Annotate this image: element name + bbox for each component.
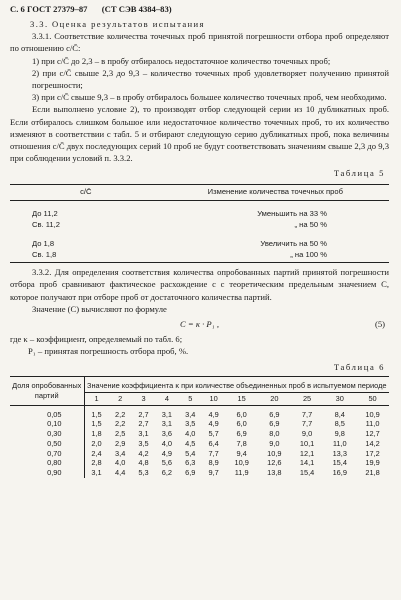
n-header-cell: 20 <box>258 392 291 405</box>
coefficient-cell: 13,3 <box>332 448 347 458</box>
page-number: С. 6 <box>10 4 25 14</box>
table-row <box>10 458 389 468</box>
coefficient-cell: 6,9 <box>236 429 247 439</box>
share-cell: 0,05 <box>10 405 84 419</box>
coefficient-cell: 10,9 <box>267 448 282 458</box>
coefficient-cell: 8,9 <box>208 458 219 468</box>
share-cell: 0,30 <box>10 429 84 439</box>
n-header-cell: 25 <box>291 392 324 405</box>
table-6-body <box>10 405 389 477</box>
coefficient-cell: 4,0 <box>115 458 126 468</box>
coefficient-cell: 2,7 <box>138 409 149 419</box>
share-cell: 0,70 <box>10 449 84 459</box>
coefficient-cell: 8,0 <box>269 429 280 439</box>
coefficient-cell: 17,2 <box>365 448 380 458</box>
coefficient-cell: 11,0 <box>365 419 380 429</box>
coefficient-cell: 6,0 <box>236 409 247 419</box>
coefficient-cell: 2,4 <box>91 448 102 458</box>
formula-text: C = κ · P₁ , <box>180 318 219 329</box>
coefficient-cell: 2,2 <box>115 419 126 429</box>
table-row <box>10 468 389 478</box>
table-row <box>10 239 389 250</box>
coefficient-cell: 4,0 <box>161 438 173 448</box>
table-row <box>10 419 389 429</box>
coefficient-cell: 11,0 <box>332 438 347 448</box>
ratio-cell: До 1,8 <box>32 239 55 249</box>
condition-item-3: 3) при c/C̄ свыше 9,3 – в пробу отбиралось большее количество точечных проб, чем необходимо. <box>32 92 387 103</box>
condition-item-1: 1) при c/C̄ до 2,3 – в пробу отбиралось недостаточное количество точечных проб; <box>32 55 331 66</box>
formula-number: (5) <box>374 318 385 329</box>
coefficient-cell: 7,8 <box>236 438 247 448</box>
n-header-cell: 10 <box>202 392 225 405</box>
share-cell: 0,90 <box>10 468 84 478</box>
table-5-col-ratio: c/C̄ <box>10 184 162 200</box>
section-title: 3.3. Оценка результатов испытания <box>30 19 205 29</box>
coefficient-cell: 6,2 <box>161 467 173 477</box>
ratio-cell: До 11,2 <box>32 209 58 219</box>
coefficient-cell: 5,6 <box>161 458 173 468</box>
coefficient-cell: 4,2 <box>138 448 149 458</box>
change-cell: „ на 100 % <box>162 250 389 263</box>
coefficient-cell: 6,9 <box>269 419 280 429</box>
coefficient-cell: 3,5 <box>185 419 196 429</box>
coefficient-cell: 10,9 <box>365 409 380 419</box>
table-6 <box>10 376 389 478</box>
coefficient-cell: 8,5 <box>334 419 345 429</box>
table-row <box>10 209 389 220</box>
coefficient-cell: 1,5 <box>91 419 102 429</box>
where-line-1: где κ – коэффициент, определяемый по табл. 6; <box>10 334 183 345</box>
coefficient-cell: 3,1 <box>138 429 149 439</box>
table-row <box>10 439 389 449</box>
coefficient-cell: 1,5 <box>91 409 102 419</box>
table-row <box>10 220 389 231</box>
coefficient-cell: 6,3 <box>185 458 196 468</box>
coefficient-cell: 4,4 <box>115 467 126 477</box>
coefficient-cell: 6,4 <box>208 438 219 448</box>
table-row <box>10 429 389 439</box>
coefficient-cell: 4,9 <box>208 409 219 419</box>
n-header-cell: 5 <box>179 392 202 405</box>
standard-reference: (СТ СЭВ 4384–83) <box>101 4 172 14</box>
coefficient-cell: 10,9 <box>234 458 249 468</box>
table-row <box>10 405 389 419</box>
standard-number: ГОСТ 27379–87 <box>26 4 88 14</box>
coefficient-cell: 12,6 <box>267 458 282 468</box>
coefficient-cell: 5,3 <box>138 467 149 477</box>
coefficient-cell: 6,9 <box>269 409 280 419</box>
coefficient-cell: 14,1 <box>299 458 315 468</box>
coefficient-cell: 16,9 <box>332 467 347 477</box>
coefficient-cell: 3,4 <box>115 448 126 458</box>
n-header-cell: 4 <box>155 392 178 405</box>
coefficient-cell: 12,1 <box>299 448 315 458</box>
coefficient-cell: 12,7 <box>365 429 380 439</box>
n-header-cell: 2 <box>109 392 132 405</box>
coefficient-cell: 7,7 <box>208 448 219 458</box>
formula <box>10 318 389 330</box>
coefficient-cell: 9,0 <box>301 429 313 439</box>
coefficient-cell: 3,1 <box>161 409 173 419</box>
coefficient-cell: 4,9 <box>208 419 219 429</box>
coefficient-cell: 7,7 <box>301 419 313 429</box>
n-header-cell: 15 <box>225 392 258 405</box>
coefficient-cell: 7,7 <box>301 409 313 419</box>
paragraph-3-3-2: 3.3.2. Для определения соответствия количества опробованных партий принятой погрешности отбора проб сравнивают фактическое расхождение с с теоретическим предельным значением C, которое получают при отборе проб от достаточного количества партий. <box>10 267 389 302</box>
coefficient-cell: 4,5 <box>185 438 196 448</box>
table-row <box>10 250 389 263</box>
coefficient-cell: 2,2 <box>115 409 126 419</box>
n-header-cell: 30 <box>323 392 356 405</box>
coefficient-cell: 4,8 <box>138 458 149 468</box>
table-6-caption: Таблица 6 <box>333 361 385 372</box>
coefficient-cell: 3,1 <box>91 467 102 477</box>
coefficient-cell: 9,8 <box>334 429 345 439</box>
paragraph-3-3-1: 3.3.1. Соответствие количества точечных проб принятой погрешности отбора проб определяют по отношению c/C̄: <box>10 31 389 54</box>
coefficient-cell: 9,7 <box>208 467 219 477</box>
condition-item-2: 2) при c/C̄ свыше 2,3 до 9,3 – количество точечных проб удовлетворяет получению принятой погрешности; <box>32 67 389 91</box>
table-6-col-share: Доля опробованных партий <box>10 376 84 405</box>
coefficient-cell: 8,4 <box>334 409 345 419</box>
table-6-group-header: Значение коэффициента κ при количестве объединенных проб в испытуемом периоде <box>84 376 389 392</box>
coefficient-cell: 15,4 <box>332 458 347 468</box>
change-cell: „ на 50 % <box>294 219 327 229</box>
formula-intro: Значение (C) вычисляют по формуле <box>32 303 167 314</box>
share-cell: 0,10 <box>10 419 84 429</box>
coefficient-cell: 5,4 <box>185 448 196 458</box>
where-line-2: P₁ – принятая погрешность отбора проб, %. <box>28 346 189 357</box>
coefficient-cell: 10,1 <box>299 438 315 448</box>
coefficient-cell: 2,5 <box>115 429 126 439</box>
coefficient-cell: 3,6 <box>161 429 173 439</box>
coefficient-cell: 2,0 <box>91 438 102 448</box>
coefficient-cell: 6,9 <box>185 467 196 477</box>
coefficient-cell: 3,1 <box>161 419 173 429</box>
coefficient-cell: 14,2 <box>365 438 380 448</box>
ratio-cell: Св. 1,8 <box>10 250 162 263</box>
table-5-col-change: Изменение количества точечных проб <box>162 184 389 200</box>
coefficient-cell: 15,4 <box>299 467 315 477</box>
coefficient-cell: 21,8 <box>365 467 380 477</box>
coefficient-cell: 4,0 <box>185 429 196 439</box>
coefficient-cell: 2,7 <box>138 419 149 429</box>
table-5 <box>10 184 389 264</box>
coefficient-cell: 11,9 <box>234 467 249 477</box>
coefficient-cell: 2,8 <box>91 458 102 468</box>
n-header-cell: 50 <box>356 392 389 405</box>
n-header-cell: 1 <box>84 392 109 405</box>
table-5-caption: Таблица 5 <box>333 168 385 179</box>
page-header <box>10 3 389 15</box>
coefficient-cell: 2,9 <box>115 438 126 448</box>
coefficient-cell: 9,0 <box>269 438 280 448</box>
coefficient-cell: 6,0 <box>236 419 247 429</box>
share-cell: 0,80 <box>10 458 84 468</box>
share-cell: 0,50 <box>10 439 84 449</box>
coefficient-cell: 5,7 <box>208 429 219 439</box>
n-header-cell: 3 <box>132 392 155 405</box>
ratio-cell: Св. 11,2 <box>32 219 60 229</box>
table-row <box>10 449 389 459</box>
coefficient-cell: 3,5 <box>138 438 149 448</box>
coefficient-cell: 19,9 <box>365 458 380 468</box>
coefficient-cell: 3,4 <box>185 409 196 419</box>
coefficient-cell: 1,8 <box>91 429 102 439</box>
change-cell: Уменьшить на 33 % <box>257 209 327 219</box>
paragraph-condition: Если выполнено условие 2), то производят отбор следующей серии из 10 дубликатных проб. Если отбиралось слишком большое или недостаточное количество точечных проб, то их количество изменяют в соответствии с табл. 5 и отбирают следующую серию дубликатных проб, пока величины отношения c/C̄ двух последующих серий 10 проб не будут соответствовать значениям свыше 2,3 до 9,3 при соблюдении условий п. 3.3.2. <box>10 104 389 164</box>
coefficient-cell: 4,9 <box>161 448 173 458</box>
coefficient-cell: 9,4 <box>236 448 247 458</box>
change-cell: Увеличить на 50 % <box>260 239 327 249</box>
coefficient-cell: 13,8 <box>267 467 282 477</box>
